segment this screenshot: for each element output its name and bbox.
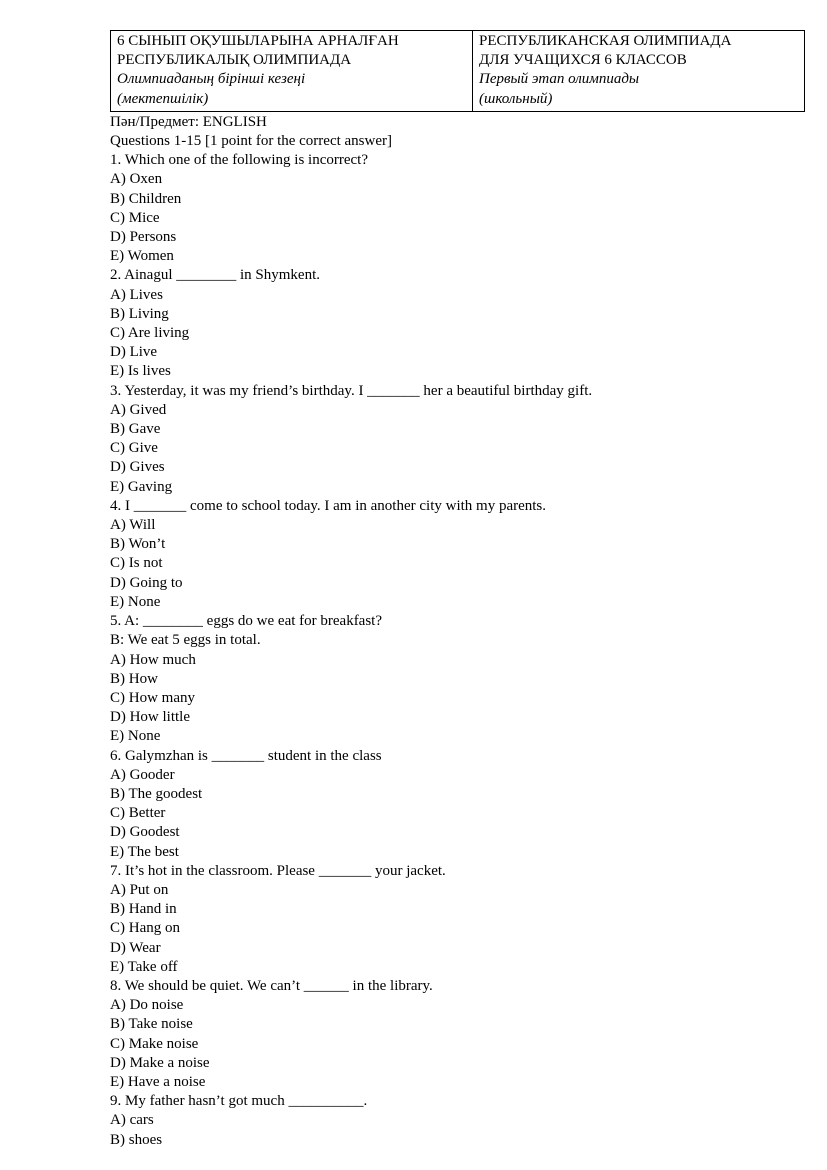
olympiad-stage-kazakh: Олимпиаданың бірінші кезеңі xyxy=(117,71,306,88)
answer-option: A) Oxen xyxy=(110,171,163,188)
answer-option: D) Persons xyxy=(110,229,177,246)
answer-option: D) Gives xyxy=(110,459,165,476)
answer-option: B) Children xyxy=(110,190,182,207)
question-prompt: 4. I _______ come to school today. I am in another city with my parents. xyxy=(110,497,547,514)
answer-option: E) Gaving xyxy=(110,478,173,495)
answer-option: A) Gived xyxy=(110,401,167,418)
answer-option: E) Is lives xyxy=(110,363,171,380)
answer-option: E) The best xyxy=(110,843,179,860)
answer-option: B) Living xyxy=(110,305,169,322)
question-prompt: 9. My father hasn’t got much __________. xyxy=(110,1093,368,1110)
answer-option: E) None xyxy=(110,593,161,610)
instructions-line: Questions 1-15 [1 point for the correct answer] xyxy=(110,133,392,150)
answer-option: D) Goodest xyxy=(110,824,180,841)
answer-option: D) How little xyxy=(110,709,190,726)
test-body xyxy=(110,113,796,1150)
answer-option: D) Live xyxy=(110,344,158,361)
answer-option: E) Women xyxy=(110,248,174,265)
olympiad-title-kazakh-line2: РЕСПУБЛИКАЛЫҚ ОЛИМПИАДА xyxy=(117,52,352,69)
answer-option: C) Mice xyxy=(110,209,160,226)
answer-option: A) How much xyxy=(110,651,196,668)
answer-option: D) Make a noise xyxy=(110,1054,210,1071)
answer-option: A) Lives xyxy=(110,286,163,303)
question-prompt: 8. We should be quiet. We can’t ______ in the library. xyxy=(110,977,433,994)
answer-option: E) None xyxy=(110,728,161,745)
answer-option: A) Put on xyxy=(110,881,169,898)
document-content xyxy=(110,30,796,1150)
answer-option: C) How many xyxy=(110,689,195,706)
olympiad-stage-kazakh-paren: (мектепшілік) xyxy=(117,90,209,107)
question-prompt: B: We eat 5 eggs in total. xyxy=(110,632,261,649)
answer-option: C) Give xyxy=(110,440,158,457)
answer-option: B) shoes xyxy=(110,1131,163,1148)
olympiad-stage-russian-paren: (школьный) xyxy=(479,90,553,107)
answer-option: C) Make noise xyxy=(110,1035,199,1052)
answer-option: C) Better xyxy=(110,805,166,822)
answer-option: D) Wear xyxy=(110,939,161,956)
answer-option: A) cars xyxy=(110,1112,154,1129)
answer-option: A) Will xyxy=(110,517,156,534)
olympiad-title-russian-line1: РЕСПУБЛИКАНСКАЯ ОЛИМПИАДА xyxy=(479,33,732,49)
answer-option: B) Won’t xyxy=(110,536,166,553)
answer-option: D) Going to xyxy=(110,574,183,591)
answer-option: A) Do noise xyxy=(110,997,184,1014)
questions-list xyxy=(110,151,796,1150)
answer-option: E) Have a noise xyxy=(110,1073,206,1090)
subject-line: Пән/Предмет: ENGLISH xyxy=(110,113,267,130)
answer-option: B) Gave xyxy=(110,421,161,438)
question-prompt: 3. Yesterday, it was my friend’s birthday. I _______ her a beautiful birthday gift. xyxy=(110,382,593,399)
header-cell-russian xyxy=(473,31,805,112)
answer-option: A) Gooder xyxy=(110,766,175,783)
answer-option: C) Are living xyxy=(110,325,190,342)
olympiad-title-kazakh-line1: 6 СЫНЫП ОҚУШЫЛАРЫНА АРНАЛҒАН xyxy=(117,33,399,49)
answer-option: B) Take noise xyxy=(110,1016,193,1033)
header-cell-kazakh xyxy=(111,31,473,112)
question-prompt: 2. Ainagul ________ in Shymkent. xyxy=(110,267,320,284)
olympiad-stage-russian: Первый этап олимпиады xyxy=(479,71,640,88)
olympiad-title-russian-line2: ДЛЯ УЧАЩИХСЯ 6 КЛАССОВ xyxy=(479,52,687,69)
question-prompt: 7. It’s hot in the classroom. Please _______ your jacket. xyxy=(110,862,446,879)
answer-option: B) How xyxy=(110,670,158,687)
answer-option: B) The goodest xyxy=(110,785,203,802)
question-prompt: 6. Galymzhan is _______ student in the class xyxy=(110,747,382,764)
answer-option: B) Hand in xyxy=(110,901,177,918)
question-prompt: 5. A: ________ eggs do we eat for breakfast? xyxy=(110,613,383,630)
header-table xyxy=(110,30,805,112)
answer-option: C) Hang on xyxy=(110,920,180,937)
question-prompt: 1. Which one of the following is incorrect? xyxy=(110,152,368,169)
answer-option: C) Is not xyxy=(110,555,163,572)
answer-option: E) Take off xyxy=(110,958,178,975)
